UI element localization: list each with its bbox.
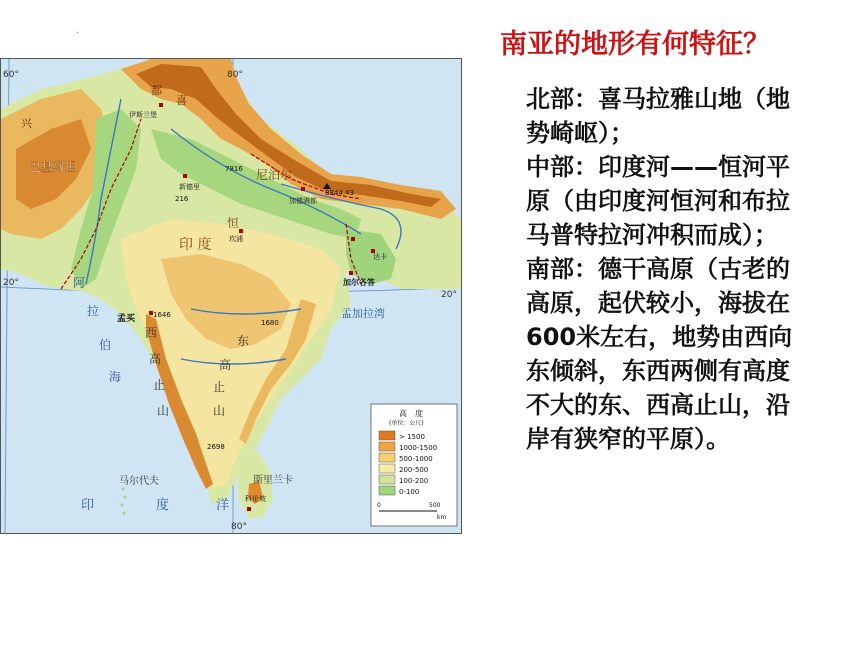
label-kathmandu: 加德满都 [289, 197, 317, 205]
legend-unit: (单位：公尺) [389, 420, 424, 427]
lat-label-20-right: 20° [441, 290, 457, 300]
legend-swatch [379, 431, 395, 440]
label-bay-of-bengal: 孟加拉湾 [341, 307, 385, 320]
scale-end: 500 [429, 502, 441, 509]
paragraph-central: 中部：印度河——恒河平原（由印度河恒河和布拉马普特拉河冲积而成）； [526, 153, 790, 249]
label-216: 216 [175, 195, 189, 203]
city-marker-new-delhi [183, 174, 187, 178]
legend-swatch [379, 486, 395, 495]
label-indian-ocean-2: 度 [156, 498, 170, 513]
city-marker-kolkata [349, 271, 353, 275]
label-sri-lanka: 斯里兰卡 [253, 475, 293, 486]
legend-swatch [379, 442, 395, 451]
map-svg [1, 59, 461, 533]
label-2698: 2698 [207, 443, 225, 451]
south-asia-topographic-map [0, 58, 462, 534]
city-marker-thimphu [351, 237, 355, 241]
elevation-legend [371, 404, 457, 526]
label-ganges-plain: 恒 [227, 216, 240, 230]
label-arabian-3: 伯 [99, 338, 112, 352]
city-marker-kathmandu [301, 187, 305, 191]
city-marker-kanpur [239, 229, 243, 233]
label-east-ghats-1: 东 [237, 334, 250, 348]
label-arabian-1: 阿 [73, 276, 86, 290]
label-west-ghats-3: 止 [153, 378, 166, 392]
label-india: 印 度 [179, 237, 212, 253]
lon-label-60: 60° [3, 70, 19, 80]
label-kolkata: 加尔各答 [343, 278, 375, 287]
label-indian-ocean-3: 洋 [216, 498, 230, 513]
city-marker-islamabad [159, 103, 163, 107]
paragraph-north: 北部：喜马拉雅山地（地势崎岖）； [526, 85, 790, 147]
stray-dot: · [76, 28, 80, 39]
label-dhaka: 达卡 [373, 253, 387, 261]
label-maldives: 马尔代夫 [119, 476, 159, 487]
label-west-ghats-4: 山 [157, 404, 170, 418]
label-east-ghats-4: 山 [213, 404, 226, 418]
legend-label: 0-100 [399, 488, 420, 496]
legend-title: 高 度 [399, 409, 423, 418]
label-everest: 8844.43 [325, 189, 354, 197]
lon-label-80-top: 80° [227, 70, 243, 80]
legend-swatch [379, 464, 395, 473]
legend-label: 500-1000 [399, 455, 433, 463]
label-islamabad: 伊斯兰堡 [129, 111, 157, 119]
label-indian-ocean-1: 印 [81, 498, 95, 513]
label-new-delhi: 新德里 [179, 183, 200, 191]
label-kanpur: 坎浦 [229, 235, 243, 243]
lon-label-80-bottom: 80° [231, 522, 247, 532]
label-colombo: 科伦坡 [245, 495, 266, 503]
label-east-ghats-3: 止 [213, 380, 226, 394]
label-west-ghats-1: 西 [145, 326, 158, 340]
label-karakoram: 都 [151, 84, 162, 97]
scale-start: 0 [377, 502, 381, 509]
slide-question: 南亚的地形有何特征？ [500, 29, 770, 60]
label-east-ghats-2: 高 [219, 358, 232, 372]
legend-label: 100-200 [399, 477, 429, 485]
label-7816: 7816 [225, 165, 243, 173]
lat-label-20-left: 20° [3, 278, 19, 288]
city-marker-colombo [247, 507, 251, 511]
legend-label: > 1500 [399, 433, 425, 441]
scale-unit: km [437, 514, 447, 521]
label-pakistan: 巴基斯坦 [29, 160, 78, 174]
label-mumbai: 孟买 [117, 314, 136, 324]
label-himalaya-small: 喜 [176, 94, 187, 107]
label-arabian-4: 海 [109, 370, 122, 384]
label-arabian-2: 拉 [87, 304, 100, 318]
label-northwest: 兴 [21, 117, 32, 130]
legend-label: 200-500 [399, 466, 429, 474]
label-1680: 1680 [261, 319, 279, 327]
legend-swatch [379, 453, 395, 462]
legend-label: 1000-1500 [399, 444, 438, 452]
answer-text [526, 82, 794, 456]
label-1646: 1646 [153, 311, 171, 319]
label-west-ghats-2: 高 [149, 352, 162, 366]
legend-swatch [379, 475, 395, 484]
paragraph-south: 南部：德干高原（古老的高原，起伏较小，海拔在600米左右，地势由西向东倾斜，东西两侧有高度不大的东、西高止山，沿岸有狭窄的平原）。 [526, 255, 793, 453]
label-nepal: 尼泊尔 [256, 168, 293, 182]
